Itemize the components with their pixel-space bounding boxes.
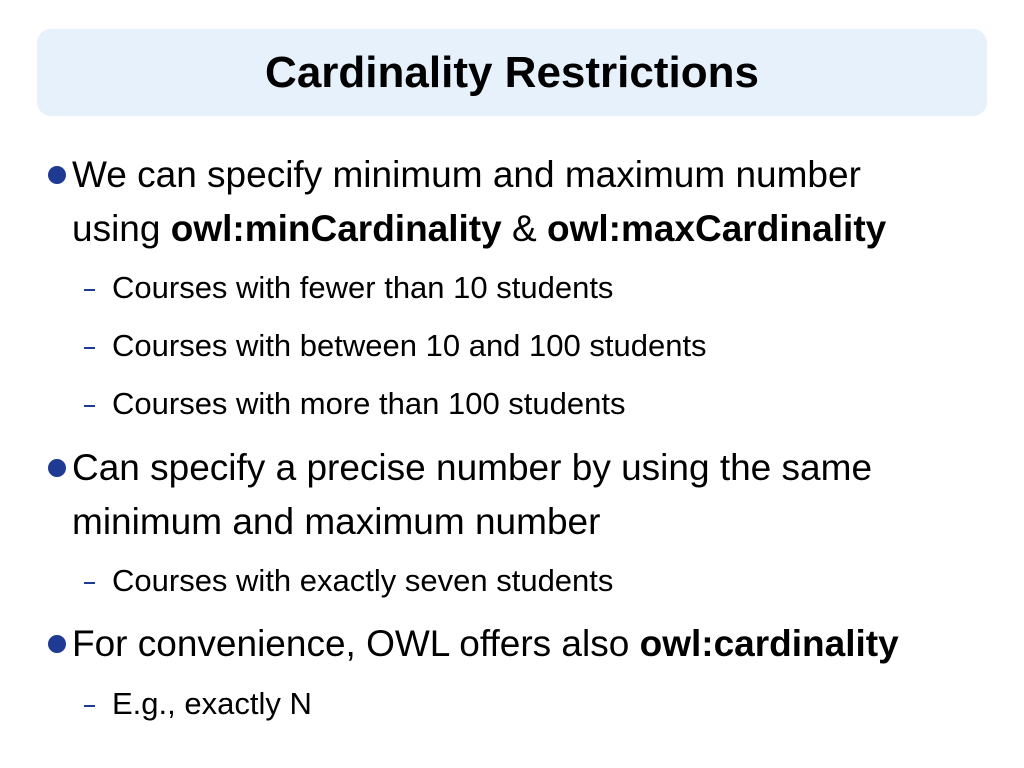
dash-icon bbox=[84, 289, 95, 291]
bullet-2 bbox=[48, 441, 998, 549]
sub-bullet-text: E.g., exactly N bbox=[112, 686, 312, 721]
sub-bullet-1-2 bbox=[84, 326, 984, 366]
bullet-1-line2-prefix: using bbox=[72, 208, 171, 249]
sub-bullet-text: Courses with more than 100 students bbox=[112, 386, 626, 421]
bullet-dot-icon bbox=[48, 166, 66, 184]
bullet-3-text bbox=[48, 617, 998, 671]
sub-bullet-2-1 bbox=[84, 561, 984, 601]
bullet-1-term-max: owl:maxCardinality bbox=[546, 208, 887, 249]
bullet-2-text bbox=[48, 441, 998, 549]
sub-bullet-text: Courses with fewer than 10 students bbox=[112, 270, 614, 305]
bullet-3-prefix: For convenience, OWL offers also bbox=[72, 623, 640, 664]
sub-bullet-text: Courses with between 10 and 100 students bbox=[112, 328, 707, 363]
slide-title: Cardinality Restrictions bbox=[265, 47, 759, 97]
bullet-2-line1: Can specify a precise number by using the same bbox=[72, 447, 873, 488]
bullet-1-text bbox=[48, 148, 998, 256]
sub-bullet-1-1 bbox=[84, 268, 984, 308]
bullet-1-ampersand: & bbox=[501, 208, 547, 249]
bullet-1 bbox=[48, 148, 998, 256]
dash-icon bbox=[84, 705, 95, 707]
bullet-3-term: owl:cardinality bbox=[639, 623, 899, 664]
bullet-1-line1: We can specify minimum and maximum number bbox=[72, 154, 861, 195]
sub-bullet-text: Courses with exactly seven students bbox=[112, 563, 614, 598]
bullet-3 bbox=[48, 617, 998, 671]
dash-icon bbox=[84, 405, 95, 407]
bullet-dot-icon bbox=[48, 635, 66, 653]
sub-bullet-3-1 bbox=[84, 684, 984, 724]
dash-icon bbox=[84, 347, 95, 349]
dash-icon bbox=[84, 582, 95, 584]
bullet-1-term-min: owl:minCardinality bbox=[170, 208, 502, 249]
sub-bullet-1-3 bbox=[84, 384, 984, 424]
bullet-2-line2: minimum and maximum number bbox=[72, 501, 601, 542]
bullet-dot-icon bbox=[48, 459, 66, 477]
